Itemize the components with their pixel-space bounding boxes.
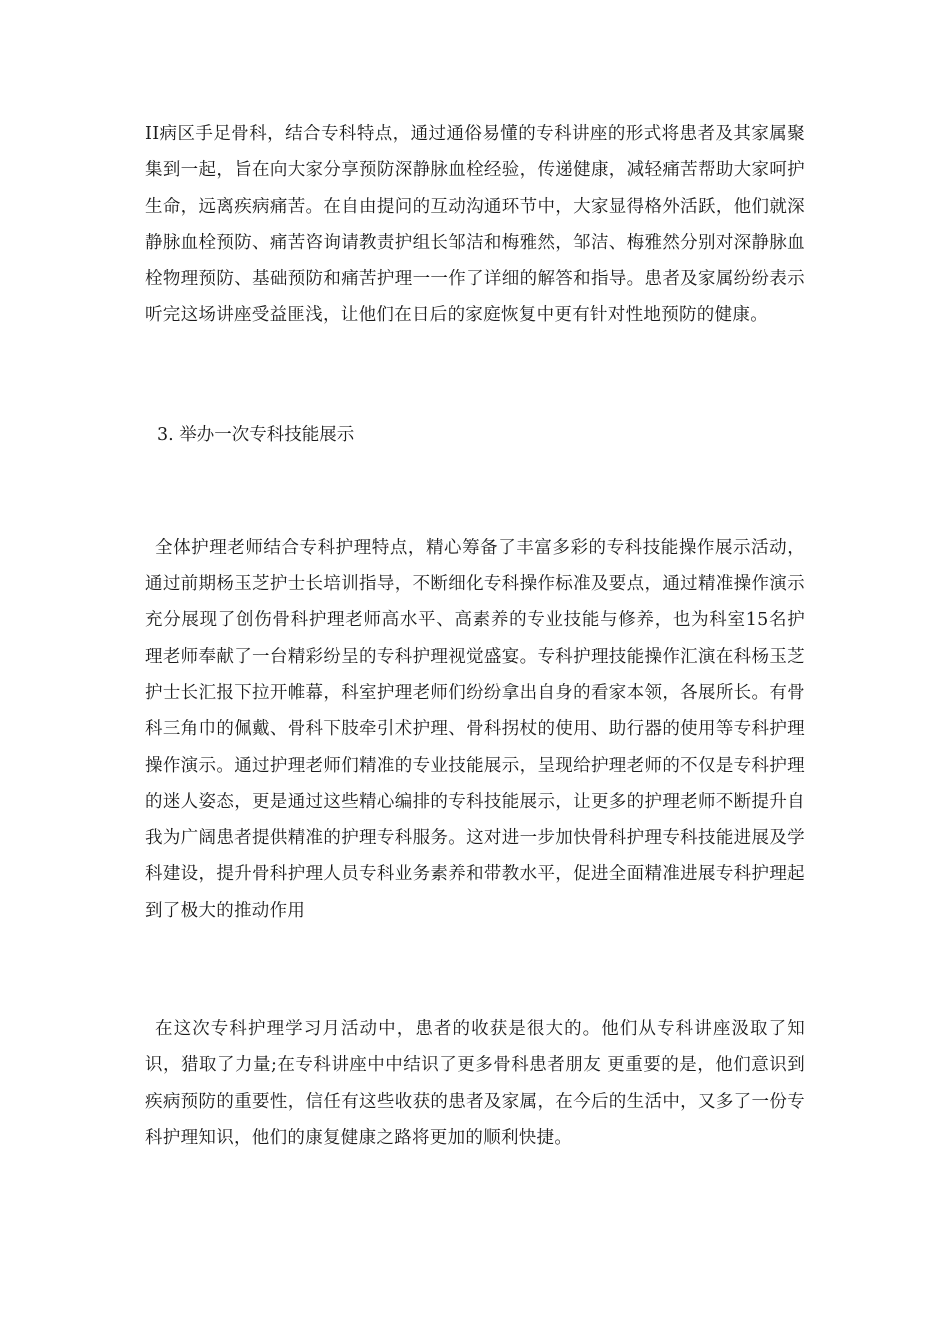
paragraph-spacer bbox=[145, 929, 805, 1011]
section-heading-skills: 3. 举办一次专科技能展示 bbox=[157, 424, 355, 445]
document-page bbox=[145, 116, 805, 1156]
paragraph-spacer bbox=[145, 334, 805, 417]
paragraph-ward-lecture: II病区手足骨科，结合专科特点，通过通俗易懂的专科讲座的形式将患者及其家属聚集到一起，旨在向大家分享预防深静脉血栓经验，传递健康，减轻痛苦帮助大家呵护生命，远离疾病痛苦。在自由提问的互动沟通环节中，大家显得格外活跃，他们就深静脉血栓预防、痛苦咨询请教责护组长邹洁和梅雅然，邹洁、梅雅然分别对深静脉血栓物理预防、基础预防和痛苦护理一一作了详细的解答和指导。患者及家属纷纷表示听完这场讲座受益匪浅，让他们在日后的家庭恢复中更有针对性地预防的健康。 bbox=[145, 124, 805, 326]
paragraph-spacer bbox=[145, 453, 805, 530]
paragraph-summary: 在这次专科护理学习月活动中，患者的收获是很大的。他们从专科讲座汲取了知识，猎取了力量;在专科讲座中中结识了更多骨科患者朋友 更重要的是，他们意识到疾病预防的重要性，信任有这些收获的患者及家属，在今后的生活中，又多了一份专科护理知识，他们的康复健康之路将更加的顺利快捷。 bbox=[145, 1019, 805, 1148]
paragraph-skills-showcase: 全体护理老师结合专科护理特点，精心筹备了丰富多彩的专科技能操作展示活动，通过前期杨玉芝护士长培训指导，不断细化专科操作标准及要点，通过精准操作演示充分展现了创伤骨科护理老师高水平、高素养的专业技能与修养，也为科室15名护理老师奉献了一台精彩纷呈的专科护理视觉盛宴。专科护理技能操作汇演在科杨玉芝护士长汇报下拉开帷幕，科室护理老师们纷纷拿出自身的看家本领，各展所长。有骨科三角巾的佩戴、骨科下肢牵引术护理、骨科拐杖的使用、助行器的使用等专科护理操作演示。通过护理老师们精准的专业技能展示，呈现给护理老师的不仅是专科护理的迷人姿态，更是通过这些精心编排的专科技能展示，让更多的护理老师不断提升自我为广阔患者提供精准的护理专科服务。这对进一步加快骨科护理专科技能进展及学科建设，提升骨科护理人员专科业务素养和带教水平，促进全面精准进展专科护理起到了极大的推动作用 bbox=[145, 537, 805, 921]
